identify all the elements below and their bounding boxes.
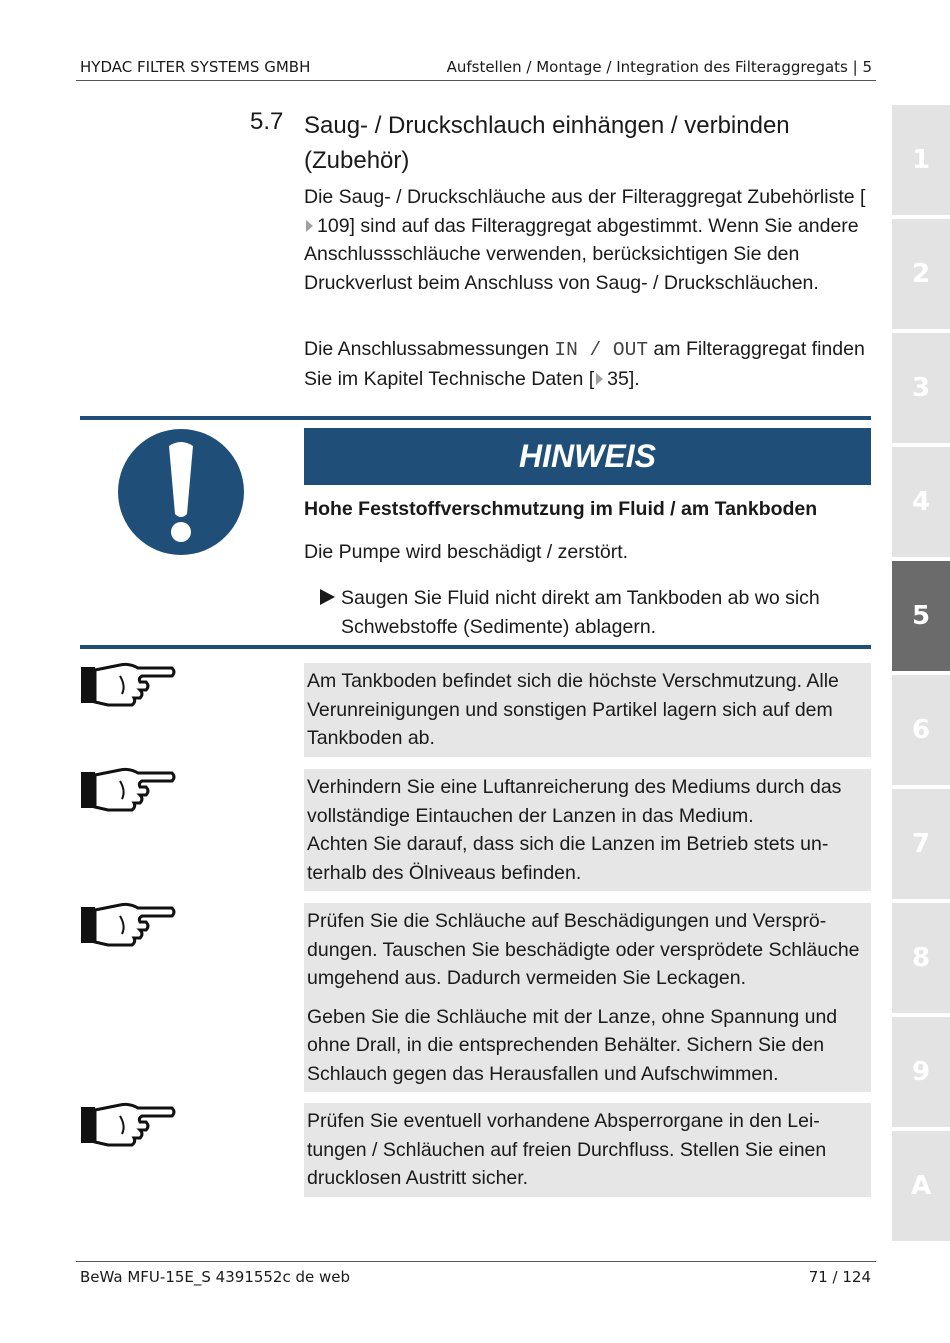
pointing-hand-icon <box>80 902 176 948</box>
notice-action-text: Saugen Sie Fluid nicht direkt am Tankboden ab wo sich Schwebstoffe (Sedimente) ablagern. <box>341 587 820 638</box>
section-title: Saug- / Druckschlauch einhängen / verbinden (Zubehör) <box>304 112 790 174</box>
tip-text: Achten Sie darauf, dass sich die Lanzen im Betrieb stets unterhalb des Ölniveaus befinden. <box>307 833 829 884</box>
tip-box-1 <box>304 663 871 757</box>
chapter-tab-9[interactable]: 9 <box>892 1017 950 1127</box>
chapter-tab-3[interactable]: 3 <box>892 333 950 443</box>
tip-box-2 <box>304 769 871 891</box>
chapter-tab-6[interactable]: 6 <box>892 675 950 785</box>
notice-subtitle: Hohe Feststoffverschmutzung im Fluid / am Tankboden <box>304 498 818 520</box>
intro-text-b: ] sind auf das Filteraggregat abgestimmt. Wenn Sie andere Anschlussschläuche verwenden, berücksichtigen Sie den Druckverlust beim Anschluss von Saug- / Druckschläuchen. <box>304 214 859 294</box>
notice-label: HINWEIS <box>304 428 871 485</box>
chapter-tab-8[interactable]: 8 <box>892 903 950 1013</box>
tip-box-3 <box>304 903 871 1092</box>
chapter-tab-5-active[interactable]: 5 <box>892 561 950 671</box>
notice-bottom-rule <box>80 645 871 649</box>
notice-action <box>320 584 870 641</box>
tip-text: Verhindern Sie eine Luftanreicherung des Mediums durch das vollständige Eintauchen der Lanzen in das Medium. <box>307 776 842 827</box>
chapter-tab-a[interactable]: A <box>892 1131 950 1241</box>
chapter-tab-4[interactable]: 4 <box>892 447 950 557</box>
tip-text: Am Tankboden befindet sich die höchste Verschmutzung. Alle Verunreinigungen und sonstigen Partikel lagern sich auf dem Tankboden ab. <box>307 670 839 749</box>
page-ref-icon <box>306 220 313 232</box>
page-ref-icon <box>596 373 603 385</box>
footer-doc-id: BeWa MFU-15E_S 4391552c de web <box>80 1268 351 1286</box>
triangle-bullet-icon <box>320 589 335 605</box>
notice-top-rule <box>80 416 871 420</box>
intro-text-a: Die Saug- / Druckschläuche aus der Filteraggregat Zubehörliste [ <box>304 186 866 208</box>
pointing-hand-icon <box>80 767 176 813</box>
pointing-hand-icon <box>80 662 176 708</box>
dimensions-paragraph <box>304 335 870 393</box>
chapter-tabs <box>892 105 950 1245</box>
page-ref-link[interactable]: 109 <box>317 214 350 237</box>
footer-divider <box>76 1261 876 1262</box>
page-ref-link[interactable]: 35 <box>607 367 629 390</box>
section-number: 5.7 <box>250 108 284 135</box>
exclamation-warning-icon <box>117 428 245 561</box>
dimensions-text-b: am Filteraggregat finden Sie im Kapitel Technische Daten [ <box>304 338 865 390</box>
tip-box-4 <box>304 1103 871 1197</box>
footer-page-number: 71 / 124 <box>808 1268 871 1286</box>
chapter-tab-2[interactable]: 2 <box>892 219 950 329</box>
tip-text: Prüfen Sie eventuell vorhandene Absperrorgane in den Leitungen / Schläuchen auf freien Durchfluss. Stellen Sie einen drucklosen Austritt sicher. <box>307 1110 827 1189</box>
tip-text: Geben Sie die Schläuche mit der Lanze, ohne Spannung und ohne Drall, in die entsprechenden Behälter. Sichern Sie den Schlauch gegen das Herausfallen und Aufschwimmen. <box>307 1005 838 1085</box>
notice-effect: Die Pumpe wird beschädigt / zerstört. <box>304 541 629 563</box>
dimensions-text-a: Die Anschlussabmessungen <box>304 338 555 360</box>
header-company: HYDAC FILTER SYSTEMS GMBH <box>80 58 311 76</box>
tip-text: Prüfen Sie die Schläuche auf Beschädigungen und Versprödungen. Tauschen Sie beschädigte oder versprödete Schläuche umgehend aus. Dadurch vermeiden Sie Leckagen. <box>307 910 860 989</box>
header-divider <box>76 80 876 81</box>
intro-paragraph <box>304 183 870 297</box>
pointing-hand-icon <box>80 1102 176 1148</box>
chapter-tab-7[interactable]: 7 <box>892 789 950 899</box>
chapter-tab-1[interactable]: 1 <box>892 105 950 215</box>
header-chapter: Aufstellen / Montage / Integration des Filteraggregats | 5 <box>446 58 872 76</box>
in-out-code: IN / OUT <box>554 339 649 361</box>
dimensions-text-c: ]. <box>628 367 640 390</box>
